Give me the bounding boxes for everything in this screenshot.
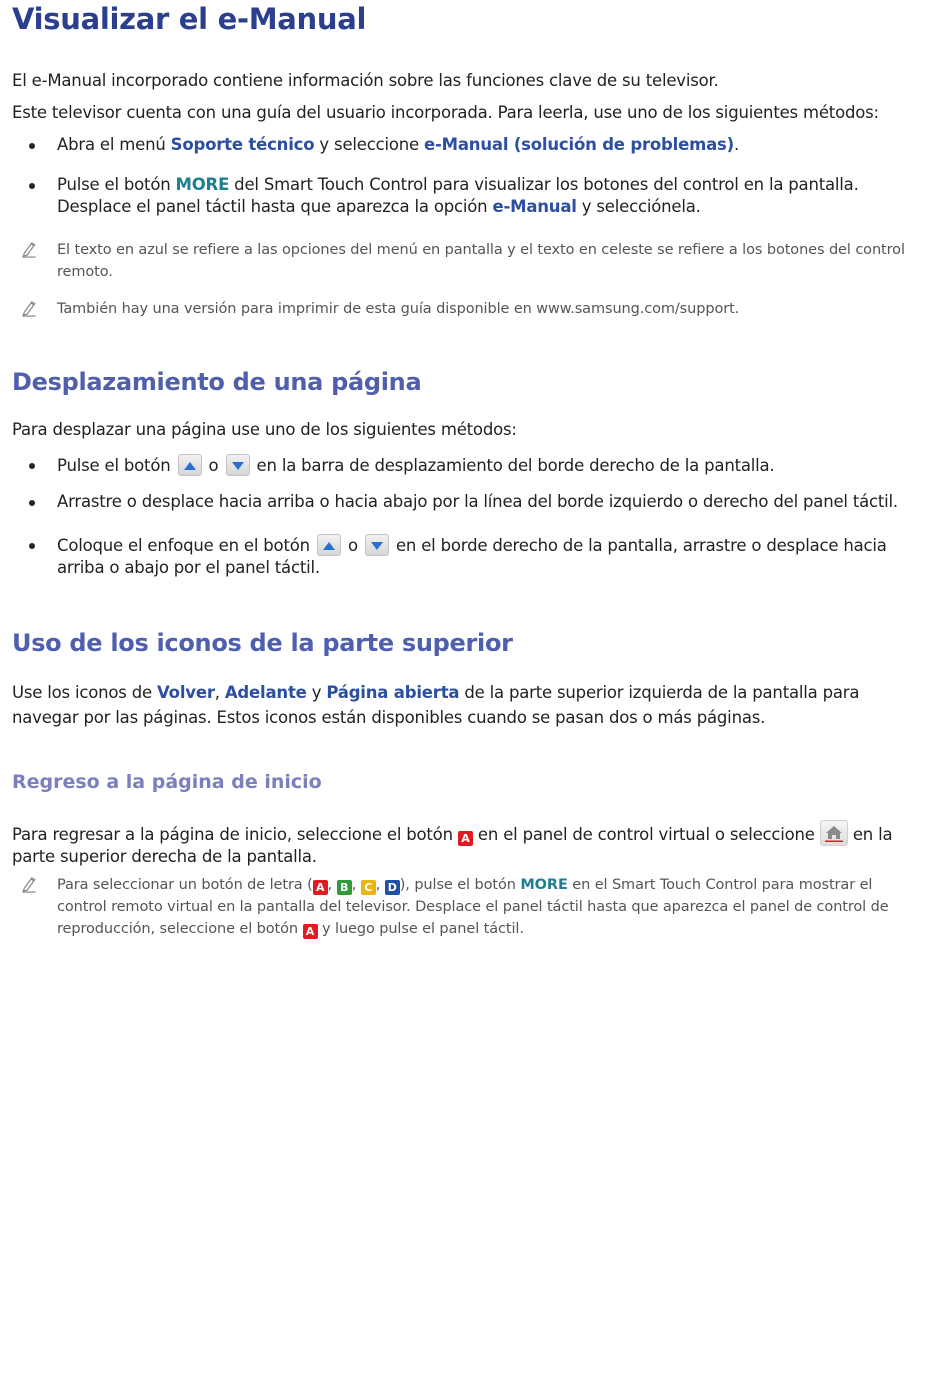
scroll-up-icon (322, 539, 336, 553)
letter-a-button: A (458, 831, 473, 846)
text-span: y (306, 683, 327, 702)
letter-a-button: A (313, 880, 328, 895)
scroll-up-button[interactable] (317, 534, 341, 556)
subsection-title-home: Regreso a la página de inicio (12, 771, 322, 793)
section-title-view-emanual: Visualizar el e-Manual (12, 2, 367, 36)
keyword-more-button: MORE (520, 877, 568, 893)
note-text: También hay una versión para imprimir de esta guía disponible en www.samsung.com/support. (57, 301, 740, 317)
text-span: en el borde derecho de la pantalla, arrastre o desplace hacia arriba o abajo por el panel táctil. (57, 536, 887, 577)
scroll-intro: Para desplazar una página use uno de los siguientes métodos: (12, 420, 517, 439)
keyword-open-page: Página abierta (326, 683, 460, 702)
section-title-top-icons: Uso de los iconos de la parte superior (12, 629, 513, 657)
scroll-up-icon (183, 459, 197, 473)
letter-a-button: A (303, 924, 318, 939)
text-span: o (203, 456, 224, 475)
text-span: en el panel de control virtual o seleccione (472, 825, 820, 844)
text-span: Coloque el enfoque en el botón (57, 536, 315, 555)
list-item: Arrastre o desplace hacia arriba o hacia abajo por la línea del borde izquierdo o derecho del panel táctil. (57, 491, 917, 513)
section-title-scrolling: Desplazamiento de una página (12, 368, 422, 396)
text-span: y seleccione (314, 135, 425, 154)
list-item (57, 134, 917, 156)
scroll-up-button[interactable] (178, 454, 202, 476)
note-blue-text (57, 239, 917, 283)
keyword-more-button: MORE (175, 175, 230, 194)
list-item (57, 534, 917, 579)
keyword-emanual: e-Manual (492, 197, 577, 216)
text-span: en el Smart Touch Control para mostrar el control remoto virtual en la pantalla del televisor. Desplace el panel táctil hasta que aparezca el panel de control de reproducción, seleccione el botón (57, 877, 889, 937)
note-text: El texto en azul se refiere a las opciones del menú en pantalla y el texto en celeste se refiere a los botones del control remoto. (57, 242, 905, 280)
letter-d-button: D (385, 880, 400, 895)
scroll-down-icon (370, 539, 384, 553)
pencil-note-icon (20, 240, 38, 258)
keyword-support-menu: Soporte técnico (170, 135, 315, 154)
text-span: del Smart Touch Control para visualizar los botones del control en la pantalla. Desplace el panel táctil hasta que aparezca la opción (57, 175, 859, 216)
text-span: . (733, 135, 740, 154)
text-span: ), pulse el botón (399, 877, 521, 893)
text-span: y luego pulse el panel táctil. (317, 921, 524, 937)
letter-c-button: C (361, 880, 376, 895)
scroll-down-button[interactable] (365, 534, 389, 556)
text-span: Pulse el botón (57, 456, 176, 475)
text-span: en la parte superior derecha de la pantalla. (12, 825, 893, 866)
letter-b-button: B (337, 880, 352, 895)
keyword-back: Volver (157, 683, 215, 702)
text-span: Para seleccionar un botón de letra ( (57, 877, 313, 893)
text-span: Para regresar a la página de inicio, seleccione el botón (12, 825, 458, 844)
text-span: , (327, 877, 337, 893)
text-span: en la barra de desplazamiento del borde derecho de la pantalla. (251, 456, 775, 475)
scroll-down-button[interactable] (226, 454, 250, 476)
top-icons-paragraph (12, 680, 917, 730)
pencil-note-icon (20, 875, 38, 893)
intro-paragraph-1: El e-Manual incorporado contiene información sobre las funciones clave de su televisor. (12, 71, 719, 90)
text-span: , (214, 683, 225, 702)
text-span: Pulse el botón (57, 175, 176, 194)
text-span: de la parte superior izquierda de la pantalla para navegar por las páginas. Estos iconos están disponibles cuando se pasan dos o más páginas. (12, 683, 860, 727)
text-span: Abra el menú (57, 135, 171, 154)
keyword-emanual-troubleshooting: e-Manual (solución de problemas) (424, 135, 734, 154)
text-span: y selecciónela. (576, 197, 701, 216)
text-span: o (342, 536, 363, 555)
pencil-note-icon (20, 299, 38, 317)
note-printable-version (57, 298, 917, 320)
text-span: Use los iconos de (12, 683, 158, 702)
note-letter-buttons (57, 874, 917, 940)
scroll-down-icon (231, 459, 245, 473)
home-paragraph (12, 820, 917, 868)
list-item (57, 454, 917, 477)
list-item (57, 174, 917, 218)
keyword-forward: Adelante (224, 683, 307, 702)
text-span: , (351, 877, 361, 893)
home-button[interactable] (820, 820, 848, 846)
home-icon (825, 824, 843, 842)
text-span: , (375, 877, 385, 893)
intro-paragraph-2: Este televisor cuenta con una guía del usuario incorporada. Para leerla, use uno de los siguientes métodos: (12, 103, 879, 122)
